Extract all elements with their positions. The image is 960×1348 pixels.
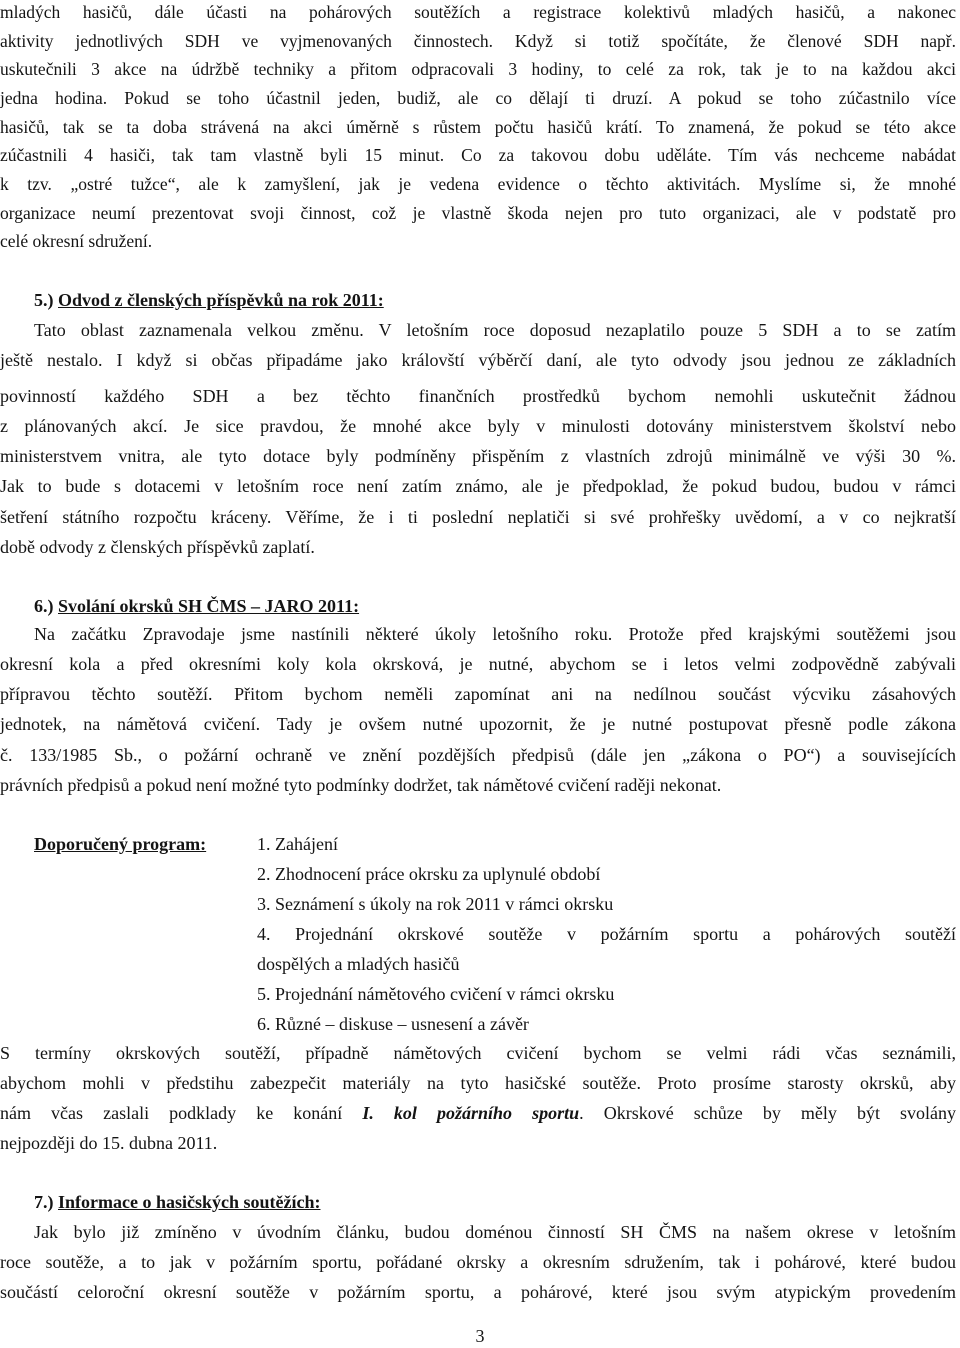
section-6-line-3: přípravou těchto soutěží. Přitom bychom neměli zapomínat ani na nedílnou součást výcviku zásahových [0, 684, 956, 704]
section-7-line-1: Jak bylo již zmíněno v úvodním článku, budou doménou činností SH ČMS na našem okrese v letošním [34, 1222, 956, 1242]
section-5-title: Odvod z členských příspěvků na rok 2011: [58, 290, 384, 310]
section-7-number: 7.) [34, 1192, 54, 1212]
section-7-line-3: součástí celoroční okresní soutěže v požárním sportu, a pohárové, které jsou svým atypickým provedením [0, 1282, 956, 1302]
intro-line-2: aktivity jednotlivých SDH ve vyjmenovaných činnostech. Když si totiž spočítáte, že členové SDH např. [0, 31, 956, 51]
section-5-number: 5.) [34, 290, 54, 310]
program-item-3: 3. Seznámení s úkoly na rok 2011 v rámci okrsku [257, 894, 614, 914]
section-7-line-2: roce soutěže, a to jak v požárním sportu, pořádané okrsky a okresním sdružením, tak i pohárové, které budou [0, 1252, 956, 1272]
section-7-title: Informace o hasičských soutěžích: [58, 1192, 321, 1212]
program-item-4-continued: dospělých a mladých hasičů [257, 954, 460, 974]
after-line-3-end: . Okrskové schůze by měly být svolány [579, 1103, 957, 1123]
section-6-after-line-3 [0, 1101, 956, 1125]
intro-line-3: uskutečnili 3 akce na údržbě techniky a přitom odpracovali 3 hodiny, to celé za rok, tak je to na každou akci [0, 59, 956, 79]
after-line-3-start: nám včas zaslali podklady ke konání [0, 1103, 363, 1123]
section-5-line-4: z plánovaných akcí. Je sice pravdou, že mnohé akce byly v minulosti dotovány ministerstvem školství nebo [0, 416, 956, 436]
section-5-line-5: ministerstvem vnitra, ale tyto dotace byly podmíněny přispěním z vlastních zdrojů minimálně ve výši 30 %. [0, 446, 956, 466]
section-6-line-4: jednotek, na námětová cvičení. Tady je ovšem nutné upozornit, že je nutné postupovat přesně podle zákona [0, 714, 956, 734]
program-item-2: 2. Zhodnocení práce okrsku za uplynulé období [257, 864, 601, 884]
emphasis-text: I. kol požárního sportu [362, 1103, 580, 1123]
section-5-line-7: šetření státního rozpočtu kráceny. Věříme, že i ti poslední neplatiči si své prohřešky uvědomí, a v co nejkratší [0, 507, 956, 527]
section-7-heading [34, 1190, 320, 1214]
section-6-line-2: okresní kola a před okresními koly kola okrsková, je nutné, abychom se i letos velmi zodpovědně zabývali [0, 654, 956, 674]
section-6-title: Svolání okrsků SH ČMS – JARO 2011: [58, 596, 360, 616]
section-6-after-line-1: S termíny okrskových soutěží, případně námětových cvičení bychom se velmi rádi včas seznámili, [0, 1043, 956, 1063]
program-label: Doporučený program: [34, 834, 207, 854]
section-6-line-5: č. 133/1985 Sb., o požární ochraně ve znění pozdějších předpisů (dále jen „zákona o PO“) a souvisejících [0, 745, 956, 765]
section-6-after-line-4: nejpozději do 15. dubna 2011. [0, 1133, 218, 1153]
program-item-4: 4. Projednání okrskové soutěže v požárním sportu a pohárových soutěží [257, 924, 956, 944]
intro-line-8: organizace neumí prezentovat svoji činnost, což je vlastně škoda nejen pro tuto organizaci, ale v podstatě pro [0, 203, 956, 223]
section-6-heading [34, 594, 359, 618]
section-6-number: 6.) [34, 596, 54, 616]
section-6-after-line-2: abychom mohli v předstihu zabezpečit materiály na tyto hasičské soutěže. Proto prosíme starosty okrsků, aby [0, 1073, 956, 1093]
section-5-line-6: Jak to bude s dotacemi v letošním roce není zatím známo, ale je předpoklad, že pokud budou, budou v rámci [0, 476, 956, 496]
intro-line-9: celé okresní sdružení. [0, 231, 153, 251]
program-item-1: 1. Zahájení [257, 834, 338, 854]
section-5-line-8: době odvody z členských příspěvků zaplatí. [0, 537, 315, 557]
section-5-line-3: povinností každého SDH a bez těchto finančních prostředků bychom nemohli uskutečnit žádnou [0, 386, 956, 406]
intro-line-6: zúčastnili 4 hasiči, tak tam vlastně byli 15 minut. Co za takovou dobu uděláte. Tím vás nechceme nabádat [0, 145, 956, 165]
program-item-5: 5. Projednání námětového cvičení v rámci okrsku [257, 984, 615, 1004]
intro-line-1: mladých hasičů, dále účasti na pohárových soutěžích a registrace kolektivů mladých hasičů, a nakonec [0, 2, 956, 22]
section-5-heading [34, 288, 384, 312]
section-6-line-6: právních předpisů a pokud není možné tyto podmínky dodržet, tak námětové cvičení raději nekonat. [0, 775, 722, 795]
section-5-line-1: Tato oblast zaznamenala velkou změnu. V letošním roce doposud nezaplatilo pouze 5 SDH a to se zatím [34, 320, 956, 340]
intro-line-5: hasičů, tak se ta doba strávená na akci úměrně s růstem počtu hasičů krátí. To znamená, že pokud se této akce [0, 117, 956, 137]
intro-line-7: k tzv. „ostré tužce“, ale k zamyšlení, jak je vedena evidence o těchto aktivitách. Myslíme si, že mnohé [0, 174, 956, 194]
section-5-line-2: ještě nestalo. I když si občas připadáme jako královští výběrčí daní, ale tyto odvody jsou jednou ze základních [0, 350, 956, 370]
section-6-line-1: Na začátku Zpravodaje jsme nastínili některé úkoly letošního roku. Protože před krajskými soutěžemi jsou [34, 624, 956, 644]
intro-line-4: jedna hodina. Pokud se toho účastnil jeden, budiž, ale co dělají ti druzí. A pokud se toho zúčastnilo více [0, 88, 956, 108]
program-item-6: 6. Různé – diskuse – usnesení a závěr [257, 1014, 529, 1034]
page-number: 3 [475, 1326, 485, 1346]
